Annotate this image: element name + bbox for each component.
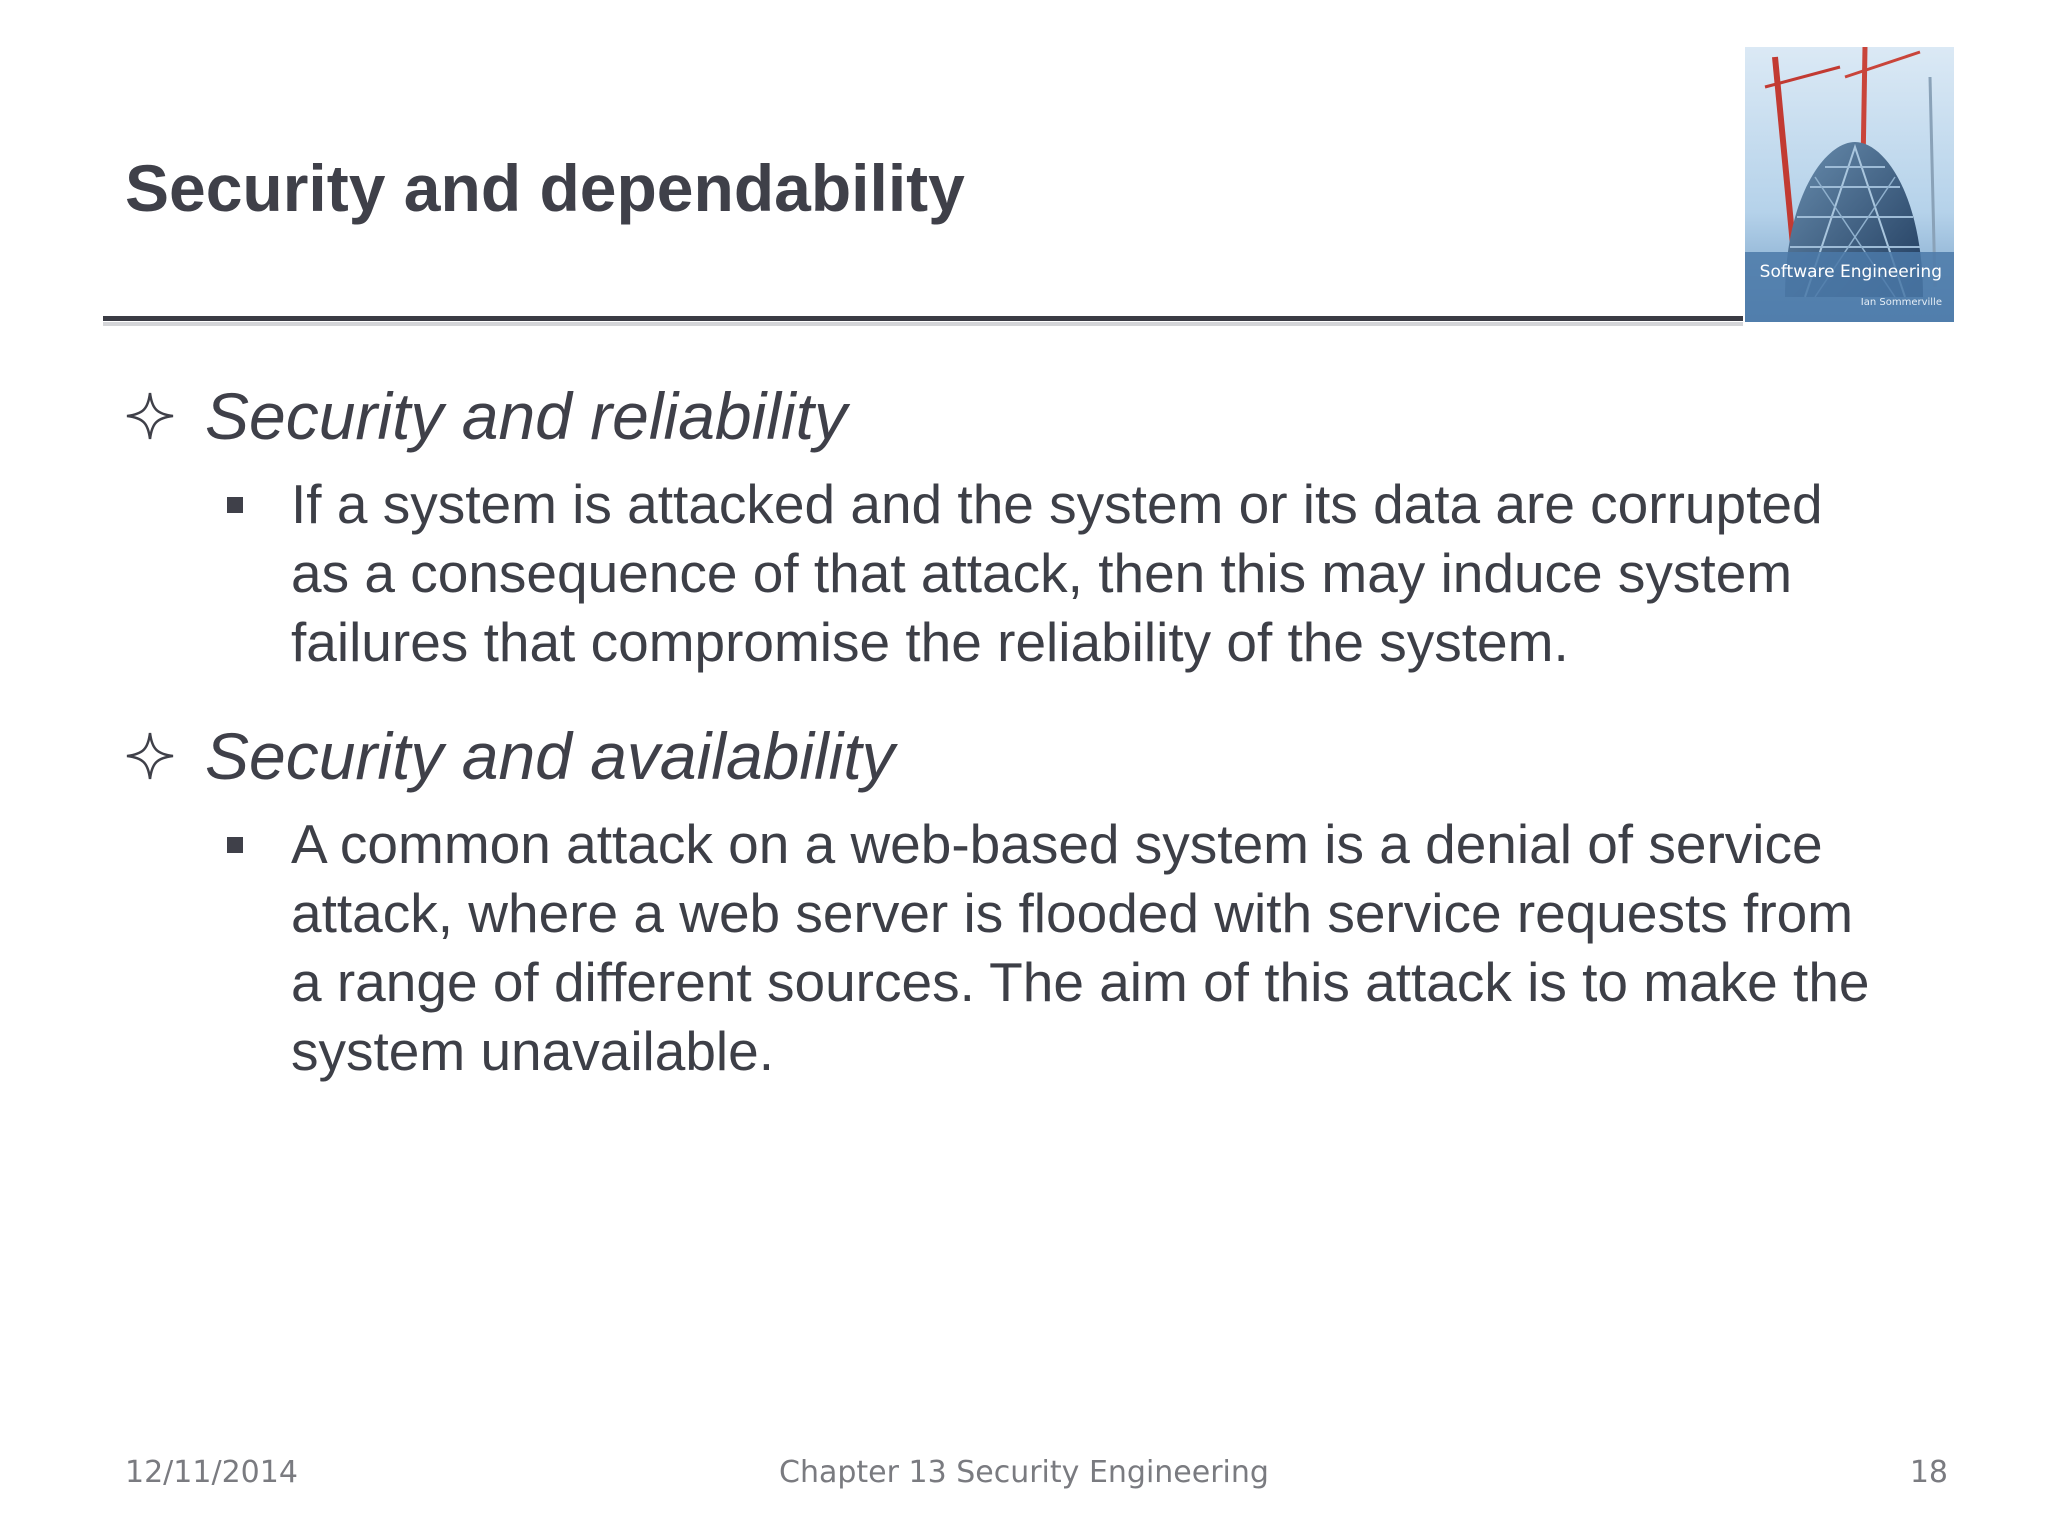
footer-chapter: Chapter 13 Security Engineering [779,1455,1269,1490]
square-bullet-icon [227,837,243,853]
list-item-line: attack, where a web server is flooded with service requests from [291,882,1854,944]
four-point-star-icon [125,731,175,781]
header-divider [103,316,1743,321]
list-item-line: a range of different sources. The aim of this attack is to make the [291,951,1870,1013]
list-item-line: as a consequence of that attack, then this may induce system [291,542,1793,604]
list-item-line: failures that compromise the reliability of the system. [291,611,1569,673]
cover-title: Software Engineering [1759,262,1942,282]
list-item [291,810,2048,1086]
section-heading [125,718,1925,794]
section-security-availability [125,718,1925,1086]
section-heading-text: Security and reliability [205,379,847,453]
section-heading [125,378,1925,454]
section-heading-text: Security and availability [205,719,895,793]
book-cover-image [1745,47,1954,322]
cover-author: Ian Sommerville [1860,297,1942,308]
list-item-line: A common attack on a web-based system is a denial of service [291,813,1823,875]
footer-date: 12/11/2014 [125,1455,298,1490]
section-security-reliability [125,378,1925,677]
list-item-line: system unavailable. [291,1020,775,1082]
slide-title: Security and dependability [125,151,965,225]
list-item [291,470,2048,677]
header-divider-shadow [103,322,1743,326]
square-bullet-icon [227,497,243,513]
footer-page-number: 18 [1909,1455,1948,1490]
list-item-line: If a system is attacked and the system or its data are corrupted [291,473,1823,535]
four-point-star-icon [125,391,175,441]
